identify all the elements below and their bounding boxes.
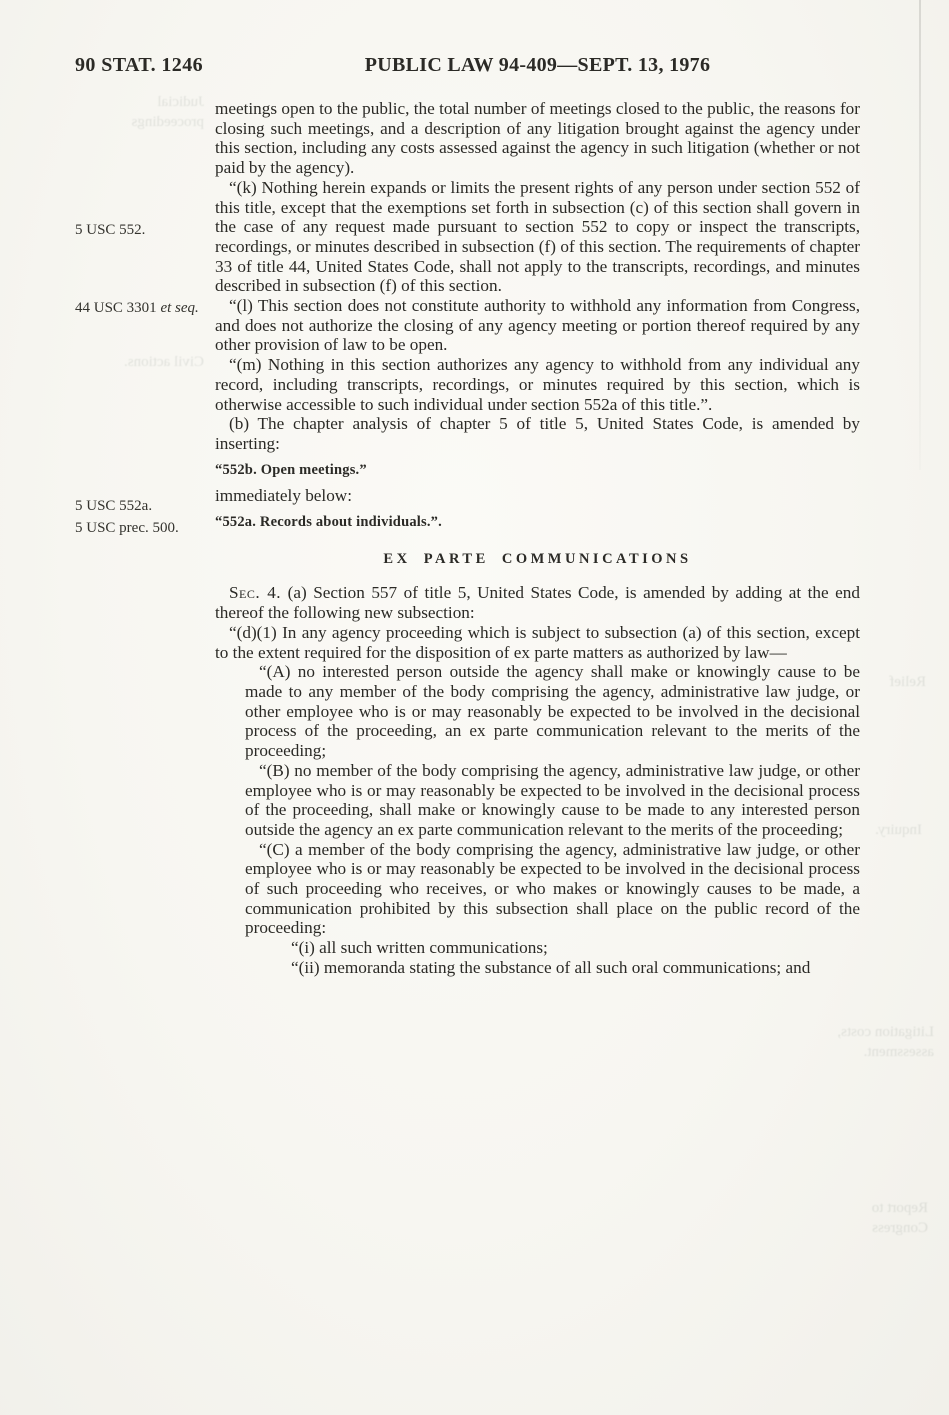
bleed-through-note: Litigation costs, assessment.	[837, 1024, 934, 1060]
bleed-through-note: Judicial proceedings	[131, 94, 204, 130]
margin-note-5-usc-552a	[75, 496, 203, 516]
margin-note-text: 5 USC prec. 500.	[75, 520, 179, 536]
margin-note-5-usc-prec-500	[75, 518, 203, 538]
paragraph-b: (b) The chapter analysis of chapter 5 of title 5, United States Code, is amended by inserting:	[215, 414, 860, 453]
subclause-i: “(i) all such written communications;	[291, 938, 548, 958]
margin-note-text: 44 USC 3301	[75, 300, 161, 316]
paragraph-immediately-below: immediately below:	[215, 486, 352, 506]
margin-note-text: 5 USC 552.	[75, 222, 146, 238]
paragraph-m: “(m) Nothing in this section authorizes any agency to withhold from any individual any record, including transcripts, recordings, or minutes required by this section, which is otherwise accessible to such individual under section 552a of this title.”.	[215, 355, 860, 414]
paragraph-intro: meetings open to the public, the total number of meetings closed to the public, the reasons for closing such meetings, and a description of any litigation brought against the agency under this section, including any costs assessed against the agency in such litigation (whether or not paid by the agency).	[215, 99, 860, 178]
margin-note-text: 5 USC 552a.	[75, 498, 153, 514]
margin-note-5-usc-552	[75, 220, 203, 240]
paragraph-k: “(k) Nothing herein expands or limits the present rights of any person under section 552 of this title, except that the exemptions set forth in subsection (c) of this section shall govern in the case of any request made pursuant to section 552 to copy or inspect the transcripts, recordings, or minutes described in subsection (f) of this section. The requirements of chapter 33 of title 44, United States Code, shall not apply to the transcripts, recordings, and minutes described in subsection (f) of this section.	[215, 177, 860, 296]
paragraph-sec4	[215, 583, 860, 622]
clause-C: “(C) a member of the body comprising the agency, administrative law judge, or other employee who is or may reasonably be expected to be involved in the decisional process of such proceeding who receives, or who makes or knowingly causes to be made, a communication prohibited by this subsection shall place on the public record of the proceeding:	[245, 839, 860, 938]
inserted-line-552b: “552b. Open meetings.”	[215, 461, 367, 478]
bleed-through-note: Report to Congress	[871, 1200, 928, 1236]
clause-B: “(B) no member of the body comprising the agency, administrative law judge, or other employee who is or may reasonably be expected to be involved in the decisional process of the proceeding, shall make or knowingly cause to be made to any interested person outside the agency an ex parte communication relevant to the merits of the proceeding;	[245, 760, 860, 839]
bleed-through-note: Civil actions.	[124, 354, 204, 370]
bleed-through-note: Relief	[889, 674, 926, 690]
paragraph-l: “(l) This section does not constitute authority to withhold any information from Congress, and does not authorize the closing of any agency meeting or portion thereof required by any other provision of law to be open.	[215, 296, 860, 355]
inserted-line-552a: “552a. Records about individuals.”.	[215, 514, 442, 531]
section-heading-ex-parte: EX PARTE COMMUNICATIONS	[383, 550, 692, 567]
paragraph-d1: “(d)(1) In any agency proceeding which is subject to subsection (a) of this section, except to the extent required for the disposition of ex parte matters as authorized by law—	[215, 622, 860, 662]
margin-note-italic: et seq.	[160, 300, 199, 316]
body-text-column	[215, 99, 860, 978]
margin-note-44-usc-3301	[75, 298, 203, 318]
subclause-ii: “(ii) memoranda stating the substance of all such oral communications; and	[291, 957, 811, 977]
sec4-text: (a) Section 557 of title 5, United States Code, is amended by adding at the end thereof the following new subsection:	[215, 583, 860, 623]
sec4-label: Sec. 4.	[229, 583, 282, 603]
bleed-through-note: Inquiry.	[875, 822, 922, 838]
page-number: 90 STAT. 1246	[75, 54, 203, 76]
law-title: PUBLIC LAW 94-409—SEPT. 13, 1976	[364, 54, 711, 76]
clause-A: “(A) no interested person outside the agency shall make or knowingly cause to be made to any member of the body comprising the agency, administrative law judge, or other employee who is or may reasonably be expected to be involved in the decisional process of the proceeding, an ex parte communication relevant to the merits of the proceeding;	[245, 662, 860, 761]
scan-edge-line	[919, 0, 921, 470]
